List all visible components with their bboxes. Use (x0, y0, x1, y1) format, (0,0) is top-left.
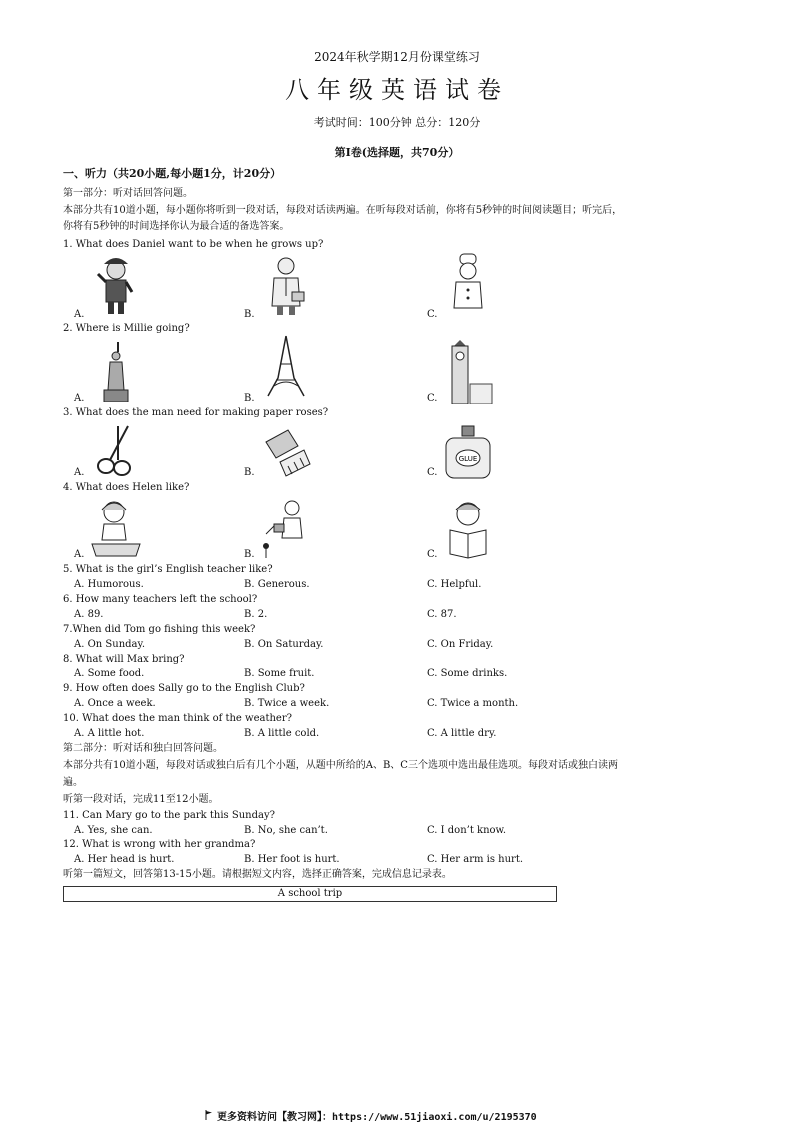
option-a: A. Once a week. (74, 698, 156, 709)
scissors-icon (88, 420, 144, 484)
question-11: 11. Can Mary go to the park this Sunday? (63, 810, 275, 821)
girl-reading-icon (440, 498, 496, 562)
option-a: A. Some food. (74, 668, 145, 679)
question-3: 3. What does the man need for making paper roses? (63, 407, 329, 418)
part1-instruction-line1: 本部分共有10道小题，每小题你将听到一段对话，每段对话读两遍。在听每段对话前，你将有5秒钟的时间阅读题目；听完后， (63, 205, 623, 216)
option-b-label: B. (244, 393, 255, 404)
option-a: A. A little hot. (74, 728, 145, 739)
question-2: 2. Where is Millie going? (63, 323, 190, 334)
option-b: B. A little cold. (244, 728, 320, 739)
flag-icon (205, 1110, 213, 1119)
option-a: A. Humorous. (74, 579, 144, 590)
option-b: B. Generous. (244, 579, 310, 590)
question-5: 5. What is the girl’s English teacher like? (63, 564, 273, 575)
option-b-label: B. (244, 549, 255, 560)
exam-info: 考试时间：100分钟 总分：120分 (313, 116, 481, 129)
option-c: C. 87. (427, 609, 457, 620)
question-8: 8. What will Max bring? (63, 654, 185, 665)
option-a: A. On Sunday. (74, 639, 145, 650)
option-b: B. Her foot is hurt. (244, 854, 340, 865)
option-c: C. Her arm is hurt. (427, 854, 524, 865)
girl-drawing-icon (88, 496, 144, 560)
chef-icon (440, 252, 496, 316)
option-c-label: C. (427, 309, 438, 320)
option-b: B. Some fruit. (244, 668, 315, 679)
passage-instruction: 听第一篇短文，回答第13-15小题。请根据短文内容，选择正确答案，完成信息记录表。 (63, 869, 452, 880)
option-a-label: A. (74, 549, 85, 560)
question-12: 12. What is wrong with her grandma? (63, 839, 256, 850)
question-1: 1. What does Daniel want to be when he grows up? (63, 239, 324, 250)
option-c: C. Helpful. (427, 579, 482, 590)
option-a-label: A. (74, 467, 85, 478)
footer-link[interactable]: 更多资料访问【教习网】：https://www.51jiaoxi.com/u/2195370 (205, 1108, 537, 1123)
policeman-icon (88, 252, 144, 316)
glue-icon (440, 422, 496, 486)
svg-text:GLUE: GLUE (458, 455, 478, 463)
option-c-label: C. (427, 549, 438, 560)
info-table-header: A school trip (63, 886, 557, 902)
businessman-icon (258, 252, 314, 316)
option-b: B. 2. (244, 609, 268, 620)
option-c-label: C. (427, 467, 438, 478)
part1-instruction-line2: 你将有5秒钟的时间选择你认为最合适的备选答案。 (63, 221, 290, 232)
section-heading: 一、听力（共20小题,每小题1分，计20分） (63, 167, 282, 180)
option-c: C. I don’t know. (427, 825, 507, 836)
option-c: C. Some drinks. (427, 668, 508, 679)
option-b: B. On Saturday. (244, 639, 324, 650)
part2-title: 第二部分：听对话和独白回答问题。 (63, 743, 223, 754)
part2-instruction-line1: 本部分共有10道小题，每段对话或独白后有几个小题，从题中所给的A、B、C三个选项中选出最佳选项。每段对话或独白读两 (63, 760, 618, 771)
question-10: 10. What does the man think of the weather? (63, 713, 292, 724)
part1-title: 第一部分：听对话回答问题。 (63, 188, 193, 199)
dialog-1-instruction: 听第一段对话，完成11至12小题。 (63, 794, 219, 805)
option-c: C. Twice a month. (427, 698, 519, 709)
option-a: A. Yes, she can. (74, 825, 153, 836)
option-a-label: A. (74, 393, 85, 404)
eiffel-tower-icon (258, 334, 314, 398)
option-a: A. 89. (74, 609, 104, 620)
option-c: C. A little dry. (427, 728, 497, 739)
option-b: B. No, she can’t. (244, 825, 328, 836)
option-b: B. Twice a week. (244, 698, 330, 709)
exam-subtitle: 2024年秋学期12月份课堂练习 (314, 50, 480, 64)
big-ben-icon (440, 340, 496, 404)
girl-watering-icon (258, 496, 314, 560)
statue-of-liberty-icon (88, 338, 144, 402)
option-a-label: A. (74, 309, 85, 320)
volume-heading: 第Ⅰ卷(选择题，共70分） (334, 146, 460, 159)
option-b-label: B. (244, 467, 255, 478)
question-6: 6. How many teachers left the school? (63, 594, 258, 605)
question-7: 7.When did Tom go fishing this week? (63, 624, 256, 635)
question-9: 9. How often does Sally go to the English Club? (63, 683, 305, 694)
option-c: C. On Friday. (427, 639, 494, 650)
page-title: 八年级英语试卷 (285, 76, 509, 104)
option-c-label: C. (427, 393, 438, 404)
brush-icon (258, 422, 314, 486)
option-b-label: B. (244, 309, 255, 320)
option-a: A. Her head is hurt. (74, 854, 175, 865)
question-4: 4. What does Helen like? (63, 482, 190, 493)
part2-instruction-line2: 遍。 (63, 777, 83, 788)
